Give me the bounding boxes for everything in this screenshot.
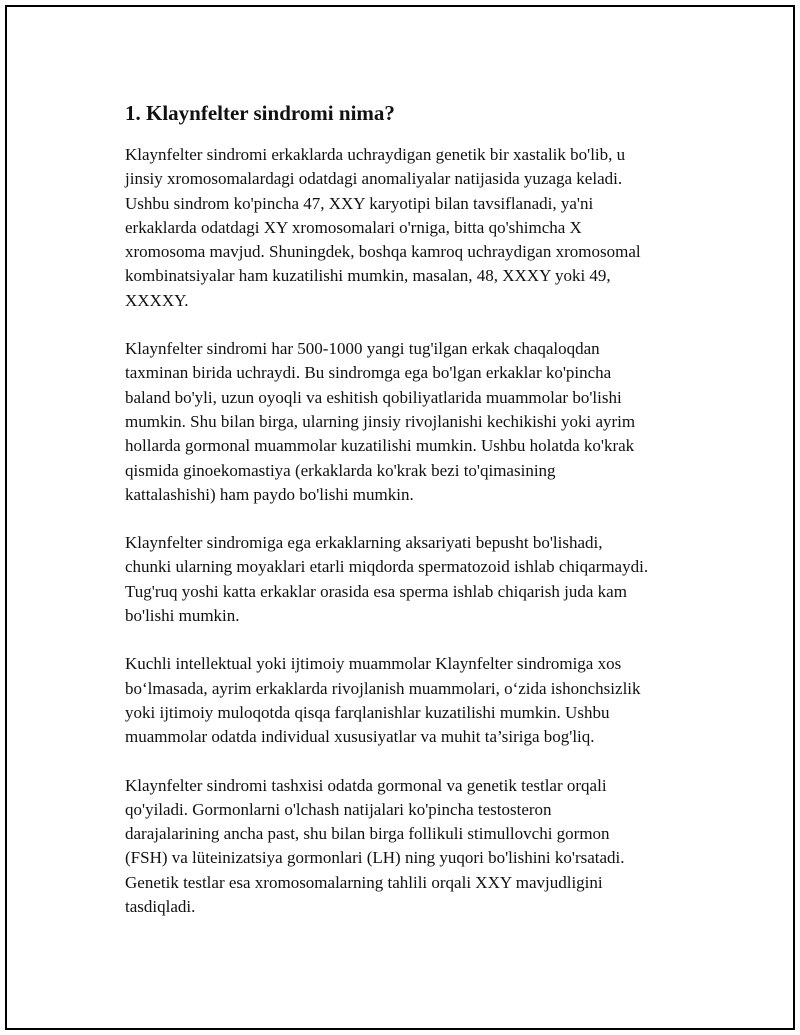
text-line: XXXXY. [125,290,189,310]
text-line: yoki ijtimoiy muloqotda qisqa farqlanishlar kuzatilishi mumkin. Ushbu [125,702,610,722]
paragraph-3 [125,531,705,628]
paragraph-1 [125,143,705,313]
text-line: Genetik testlar esa xromosomalarning tahlili orqali XXY mavjudligini [125,872,603,892]
text-line: chunki ularning moyaklari etarli miqdorda spermatozoid ishlab chiqarmaydi. [125,557,649,577]
text-line: bo'lishi mumkin. [125,606,240,626]
paragraph-4 [125,652,705,749]
paragraph-2 [125,337,705,507]
text-line: mumkin. Shu bilan birga, ularning jinsiy rivojlanishi kechikishi yoki ayrim [125,411,636,431]
text-line: Kuchli intellektual yoki ijtimoiy muammolar Klaynfelter sindromiga xos [125,654,622,674]
section-title: 1. Klaynfelter sindromi nima? [125,101,395,125]
text-line: jinsiy xromosomalardagi odatdagi anomaliyalar natijasida yuzaga keladi. [125,169,623,189]
page-frame [5,5,795,1030]
document-body [125,99,705,943]
text-line: darajalarining ancha past, shu bilan birga follikuli stimullovchi gormon [125,824,610,844]
text-line: baland bo'yli, uzun oyoqli va eshitish qobiliyatlarida muammolar bo'lishi [125,387,622,407]
text-line: taxminan birida uchraydi. Bu sindromga ega bo'lgan erkaklar ko'pincha [125,363,612,383]
text-line: erkaklarda odatdagi XY xromosomalari o'rniga, bitta qo'shimcha X [125,217,582,237]
text-line: Klaynfelter sindromi tashxisi odatda gormonal va genetik testlar orqali [125,775,607,795]
text-line: Tug'ruq yoshi katta erkaklar orasida esa sperma ishlab chiqarish juda kam [125,581,627,601]
text-line: qismida ginoekomastiya (erkaklarda ko'krak bezi to'qimasining [125,460,556,480]
text-line: tasdiqladi. [125,897,196,917]
text-line: Ushbu sindrom ko'pincha 47, XXY karyotipi bilan tavsiflanadi, ya'ni [125,193,594,213]
text-line: bo‘lmasada, ayrim erkaklarda rivojlanish muammolari, o‘zida ishonchsizlik [125,678,641,698]
text-line: muammolar odatda individual xususiyatlar va muhit ta’siriga bog'liq. [125,727,595,747]
text-line: Klaynfelter sindromi har 500-1000 yangi tug'ilgan erkak chaqaloqdan [125,339,600,359]
text-line: qo'yiladi. Gormonlarni o'lchash natijalari ko'pincha testosteron [125,799,552,819]
paragraph-5 [125,774,705,920]
text-line: kombinatsiyalar ham kuzatilishi mumkin, masalan, 48, XXXY yoki 49, [125,266,611,286]
text-line: xromosoma mavjud. Shuningdek, boshqa kamroq uchraydigan xromosomal [125,242,641,262]
text-line: Klaynfelter sindromiga ega erkaklarning aksariyati bepusht bo'lishadi, [125,533,603,553]
text-line: kattalashishi) ham paydo bo'lishi mumkin. [125,484,414,504]
text-line: Klaynfelter sindromi erkaklarda uchraydigan genetik bir xastalik bo'lib, u [125,145,626,164]
text-line: (FSH) va lüteinizatsiya gormonlari (LH) ning yuqori bo'lishini ko'rsatadi. [125,848,625,868]
text-line: hollarda gormonal muammolar kuzatilishi mumkin. Ushbu holatda ko'krak [125,436,635,456]
